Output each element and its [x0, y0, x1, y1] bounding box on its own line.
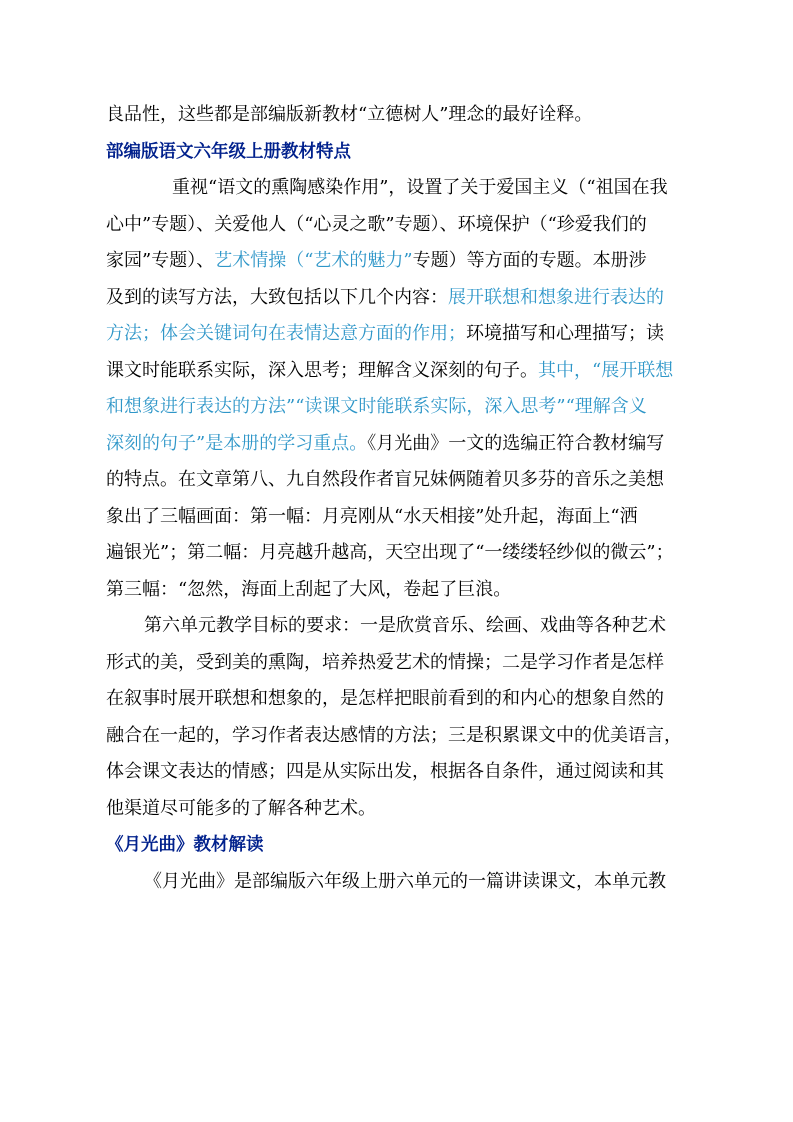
text-line — [106, 97, 690, 134]
text-segment: 《月光曲》教材解读 — [106, 835, 264, 855]
text-segment: 家园”专题）、 — [106, 250, 215, 271]
text-line — [106, 499, 690, 536]
section-heading — [106, 134, 690, 171]
text-line — [106, 462, 690, 499]
highlighted-text: 其中，“展开联想 — [538, 359, 674, 381]
text-line — [106, 791, 690, 828]
text-line — [106, 353, 690, 390]
text-segment: 《月光曲》一文的选编正符合教材编写 — [367, 432, 665, 454]
highlighted-text: 深刻的句子”是本册的学习重点。 — [106, 432, 368, 454]
text-segment: 第六单元教学目标的要求：一是欣赏音乐、绘画、戏曲等各种艺术 — [144, 615, 666, 636]
text-line — [106, 608, 690, 645]
text-segment: 部编版语文六年级上册教材特点 — [106, 141, 351, 162]
text-segment: 重视“语文的熏陶感染作用”，设置了关于爱国主义（“祖国在我 — [172, 177, 668, 198]
text-segment: 环境描写和心理描写；读 — [466, 323, 664, 344]
text-line — [106, 572, 690, 609]
highlighted-text: 展开联想和想象进行表达的 — [448, 286, 664, 308]
text-segment: 融合在一起的，学习作者表达感情的方法；三是积累课文中的优美语言， — [106, 724, 682, 746]
section-heading — [106, 827, 690, 864]
text-segment: 形式的美，受到美的熏陶，培养热爱艺术的情操；二是学习作者是怎样 — [106, 651, 664, 673]
text-line — [106, 316, 690, 353]
text-segment: 在叙事时展开联想和想象的，是怎样把眼前看到的和内心的想象自然的 — [106, 688, 664, 709]
text-segment: 第三幅：“忽然，海面上刮起了大风，卷起了巨浪。 — [106, 578, 512, 600]
text-segment: 《月光曲》是部编版六年级上册六单元的一篇讲读课文，本单元教 — [144, 870, 666, 892]
text-line — [106, 389, 690, 426]
text-segment: 体会课文表达的情感；四是从实际出发，根据各自条件，通过阅读和其 — [106, 761, 664, 782]
text-segment: 象出了三幅画面：第一幅：月亮刚从“水天相接”处升起，海面上“洒 — [106, 505, 638, 527]
text-line — [106, 718, 690, 755]
text-line — [106, 170, 690, 207]
text-segment: 良品性，这些都是部编版新教材“立德树人”理念的最好诠释。 — [106, 104, 593, 125]
text-line — [106, 280, 690, 317]
text-line — [106, 535, 690, 572]
text-segment: 专题）等方面的专题。本册涉 — [412, 250, 647, 271]
text-line — [106, 243, 690, 280]
highlighted-text: 艺术情操（“艺术的魅力” — [214, 250, 413, 271]
highlighted-text: 和想象进行表达的方法”“读课文时能联系实际，深入思考”“理解含义 — [106, 396, 647, 417]
text-segment: 的特点。在文章第八、九自然段作者盲兄妹俩随着贝多芬的音乐之美想 — [106, 469, 664, 490]
text-line — [106, 864, 690, 901]
highlighted-text: 方法；体会关键词句在表情达意方面的作用； — [106, 323, 466, 344]
document-page — [106, 97, 690, 900]
text-segment: 他渠道尽可能多的了解各种艺术。 — [106, 797, 376, 819]
text-line — [106, 645, 690, 682]
text-line — [106, 426, 690, 463]
text-segment: 心中”专题）、关爱他人（“心灵之歌”专题）、环境保护（“珍爱我们的 — [106, 213, 647, 235]
text-segment: 课文时能联系实际，深入思考；理解含义深刻的句子。 — [106, 359, 538, 381]
text-line — [106, 207, 690, 244]
text-line — [106, 754, 690, 791]
text-segment: 遍银光”；第二幅：月亮越升越高，天空出现了“一缕缕轻纱似的微云”； — [106, 542, 674, 563]
text-line — [106, 681, 690, 718]
text-segment: 及到的读写方法，大致包括以下几个内容： — [106, 286, 448, 308]
